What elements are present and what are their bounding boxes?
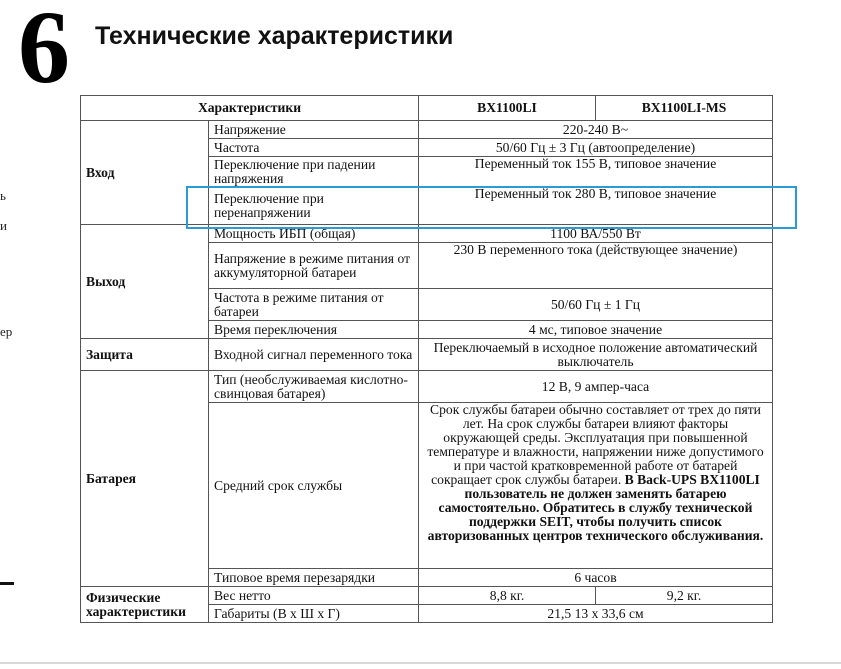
row-label: Частота: [209, 139, 419, 157]
margin-text-fragment: ь: [0, 188, 6, 203]
category-physical: Физические характеристики: [81, 587, 209, 623]
battery-life-text: Срок службы батареи обычно составляет от трех до пяти лет. На срок службы батареи влияют факторы окружающей среды. Эксплуатация при повышенной температуре и влажности, напряжении ниже допустимого и при частой кратковременной работе от батарей сокращает срок службы батареи.: [427, 402, 764, 487]
category-output: Выход: [81, 225, 209, 339]
page-bottom-divider: [0, 662, 841, 664]
row-value: Переключаемый в исходное положение автоматический выключатель: [419, 339, 773, 371]
row-value: 4 мс, типовое значение: [419, 321, 773, 339]
row-label: Напряжение в режиме питания от аккумуляторной батареи: [209, 243, 419, 289]
row-label: Напряжение: [209, 121, 419, 139]
spec-table: [80, 95, 773, 623]
row-label: Переключение при падении напряжения: [209, 157, 419, 187]
header-spec: Характеристики: [81, 96, 419, 121]
section-number: 6: [18, 0, 70, 105]
table-row: [81, 339, 773, 371]
row-value: Переменный ток 280 В, типовое значение: [419, 187, 773, 225]
table-row: [81, 225, 773, 243]
row-value: 50/60 Гц ± 3 Гц (автоопределение): [419, 139, 773, 157]
table-row: [81, 121, 773, 139]
row-label: Частота в режиме питания от батареи: [209, 289, 419, 321]
battery-life-value: [419, 403, 773, 569]
row-value: Переменный ток 155 В, типовое значение: [419, 157, 773, 187]
table-row: [81, 587, 773, 605]
row-label: Тип (необслуживаемая кислотно-свинцовая батарея): [209, 371, 419, 403]
row-label: Средний срок службы: [209, 403, 419, 569]
table-header-row: [81, 96, 773, 121]
row-value: 21,5 13 х 33,6 см: [419, 605, 773, 623]
margin-text-fragment: ер: [0, 324, 13, 339]
margin-rule: [0, 582, 14, 585]
row-value: 9,2 кг.: [596, 587, 773, 605]
row-value: 220-240 В~: [419, 121, 773, 139]
row-label: Переключение при перенапряжении: [209, 187, 419, 225]
category-battery: Батарея: [81, 371, 209, 587]
row-value: 8,8 кг.: [419, 587, 596, 605]
row-value: 1100 ВА/550 Вт: [419, 225, 773, 243]
row-label: Мощность ИБП (общая): [209, 225, 419, 243]
category-input: Вход: [81, 121, 209, 225]
header-model1: BX1100LI: [419, 96, 596, 121]
header-model2: BX1100LI-MS: [596, 96, 773, 121]
margin-text-fragment: и: [0, 218, 7, 233]
row-value: 6 часов: [419, 569, 773, 587]
row-label: Входной сигнал переменного тока: [209, 339, 419, 371]
row-label: Время переключения: [209, 321, 419, 339]
table-row: [81, 371, 773, 403]
row-label: Типовое время перезарядки: [209, 569, 419, 587]
section-title: Технические характеристики: [95, 22, 454, 50]
category-protection: Защита: [81, 339, 209, 371]
row-label: Вес нетто: [209, 587, 419, 605]
row-value: 50/60 Гц ± 1 Гц: [419, 289, 773, 321]
battery-warning-text: В Back-UPS BX1100LI пользователь не должен заменять батарею самостоятельно. Обратитесь в службу технической поддержки SEIT, чтобы получить список авторизованных центров технического обслуживания.: [427, 472, 764, 543]
row-value: 12 В, 9 ампер-часа: [419, 371, 773, 403]
row-value: 230 В переменного тока (действующее значение): [419, 243, 773, 289]
row-label: Габариты (В х Ш х Г): [209, 605, 419, 623]
